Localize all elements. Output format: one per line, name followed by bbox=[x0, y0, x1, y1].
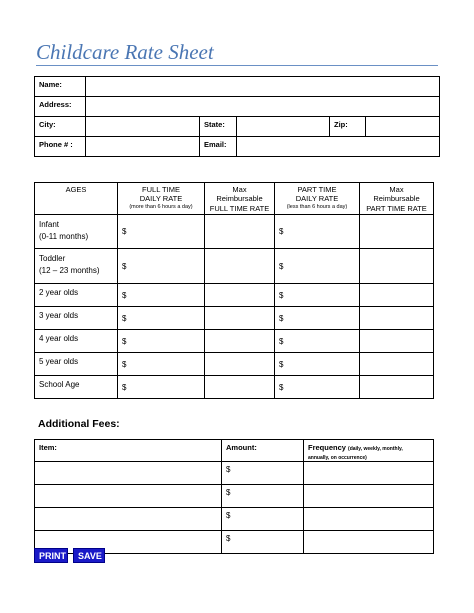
fee-item-field[interactable] bbox=[35, 462, 222, 485]
fee-amount-field[interactable] bbox=[222, 508, 304, 531]
max-full-time-rate-field[interactable] bbox=[205, 353, 275, 376]
part-time-rate-field[interactable] bbox=[275, 215, 360, 249]
title-divider bbox=[36, 65, 438, 66]
currency-symbol: $ bbox=[279, 290, 284, 300]
save-button[interactable]: SAVE bbox=[73, 548, 105, 563]
max-full-time-header bbox=[205, 183, 275, 215]
currency-symbol: $ bbox=[122, 227, 127, 236]
currency-symbol: $ bbox=[279, 382, 284, 392]
rate-row bbox=[35, 307, 434, 330]
full-time-header-line2: DAILY RATE bbox=[139, 194, 183, 204]
currency-symbol: $ bbox=[279, 313, 284, 323]
max-full-time-rate-field[interactable] bbox=[205, 330, 275, 353]
fee-row bbox=[35, 508, 434, 531]
currency-symbol: $ bbox=[226, 488, 231, 497]
max-full-time-header-line2: Reimbursable bbox=[216, 194, 263, 204]
full-time-rate-field[interactable] bbox=[118, 215, 205, 249]
frequency-note-line2: annually, on occurrence) bbox=[308, 455, 367, 461]
age-label: School Age bbox=[39, 380, 80, 389]
part-time-header-line2: DAILY RATE bbox=[295, 194, 339, 204]
phone-label: Phone # : bbox=[35, 137, 86, 157]
max-part-time-rate-field[interactable] bbox=[360, 307, 434, 330]
max-part-time-rate-field[interactable] bbox=[360, 353, 434, 376]
fee-frequency-field[interactable] bbox=[304, 531, 434, 554]
fee-amount-field[interactable] bbox=[222, 485, 304, 508]
fee-item-field[interactable] bbox=[35, 485, 222, 508]
city-label: City: bbox=[35, 117, 86, 137]
max-part-time-header-line3: PART TIME RATE bbox=[366, 203, 427, 213]
currency-symbol: $ bbox=[122, 359, 127, 369]
age-label: 4 year olds bbox=[39, 334, 79, 343]
fee-item-field[interactable] bbox=[35, 508, 222, 531]
full-time-rate-field[interactable] bbox=[118, 353, 205, 376]
age-sublabel: (0-11 months) bbox=[39, 231, 89, 241]
max-part-time-rate-field[interactable] bbox=[360, 330, 434, 353]
rates-table bbox=[34, 182, 434, 399]
full-time-rate-field[interactable] bbox=[118, 307, 205, 330]
max-full-time-rate-field[interactable] bbox=[205, 307, 275, 330]
currency-symbol: $ bbox=[122, 261, 127, 271]
part-time-rate-field[interactable] bbox=[275, 249, 360, 284]
currency-symbol: $ bbox=[122, 382, 127, 392]
currency-symbol: $ bbox=[279, 227, 284, 236]
full-time-rate-field[interactable] bbox=[118, 376, 205, 399]
max-part-time-rate-field[interactable] bbox=[360, 376, 434, 399]
ages-header-label: AGES bbox=[65, 185, 87, 194]
full-time-header bbox=[118, 183, 205, 215]
currency-symbol: $ bbox=[122, 336, 127, 346]
name-field[interactable] bbox=[86, 77, 440, 97]
max-full-time-header-line3: FULL TIME RATE bbox=[209, 203, 270, 213]
age-label: Toddler bbox=[39, 254, 66, 263]
part-time-rate-field[interactable] bbox=[275, 376, 360, 399]
name-row bbox=[35, 77, 440, 97]
max-part-time-header-line1: Max bbox=[389, 185, 404, 194]
age-cell bbox=[35, 215, 118, 249]
fee-frequency-field[interactable] bbox=[304, 508, 434, 531]
age-label: Infant bbox=[39, 220, 60, 229]
max-part-time-header bbox=[360, 183, 434, 215]
part-time-header bbox=[275, 183, 360, 215]
name-label: Name: bbox=[35, 77, 86, 97]
max-full-time-rate-field[interactable] bbox=[205, 249, 275, 284]
print-button[interactable]: PRINT bbox=[34, 548, 68, 563]
age-label: 2 year olds bbox=[39, 288, 79, 297]
rates-header-row bbox=[35, 183, 434, 215]
item-header bbox=[35, 440, 222, 462]
state-field[interactable] bbox=[237, 117, 330, 137]
age-cell bbox=[35, 353, 118, 376]
city-field[interactable] bbox=[86, 117, 200, 137]
part-time-header-note: (less than 6 hours a day) bbox=[286, 203, 348, 210]
phone-row bbox=[35, 137, 440, 157]
address-field[interactable] bbox=[86, 97, 440, 117]
age-cell bbox=[35, 249, 118, 284]
frequency-header-label: Frequency bbox=[308, 443, 346, 452]
address-row bbox=[35, 97, 440, 117]
age-cell bbox=[35, 284, 118, 307]
max-full-time-rate-field[interactable] bbox=[205, 215, 275, 249]
currency-symbol: $ bbox=[226, 465, 231, 474]
city-row bbox=[35, 117, 440, 137]
age-label: 3 year olds bbox=[39, 311, 79, 320]
frequency-note-line1: (daily, weekly, monthly, bbox=[348, 446, 403, 452]
address-label: Address: bbox=[35, 97, 86, 117]
age-label: 5 year olds bbox=[39, 357, 79, 366]
part-time-header-line1: PART TIME bbox=[297, 185, 337, 194]
zip-label: Zip: bbox=[330, 117, 366, 137]
amount-header-label: Amount: bbox=[226, 443, 257, 452]
part-time-rate-field[interactable] bbox=[275, 330, 360, 353]
full-time-rate-field[interactable] bbox=[118, 284, 205, 307]
fee-frequency-field[interactable] bbox=[304, 462, 434, 485]
max-part-time-rate-field[interactable] bbox=[360, 215, 434, 249]
fee-frequency-field[interactable] bbox=[304, 485, 434, 508]
currency-symbol: $ bbox=[279, 359, 284, 369]
part-time-rate-field[interactable] bbox=[275, 284, 360, 307]
full-time-rate-field[interactable] bbox=[118, 330, 205, 353]
amount-header bbox=[222, 440, 304, 462]
currency-symbol: $ bbox=[122, 290, 127, 300]
page-title: Childcare Rate Sheet bbox=[36, 40, 214, 64]
currency-symbol: $ bbox=[279, 336, 284, 346]
additional-fees-table bbox=[34, 439, 434, 554]
currency-symbol: $ bbox=[279, 261, 284, 271]
rate-row bbox=[35, 330, 434, 353]
additional-fees-heading: Additional Fees: bbox=[38, 418, 120, 430]
currency-symbol: $ bbox=[226, 534, 231, 543]
max-full-time-header-line1: Max bbox=[232, 185, 247, 194]
age-cell bbox=[35, 330, 118, 353]
email-field[interactable] bbox=[237, 137, 440, 157]
frequency-header bbox=[304, 440, 434, 462]
fee-amount-field[interactable] bbox=[222, 462, 304, 485]
age-cell bbox=[35, 376, 118, 399]
max-part-time-rate-field[interactable] bbox=[360, 284, 434, 307]
age-sublabel: (12 – 23 months) bbox=[39, 265, 100, 275]
zip-field[interactable] bbox=[366, 117, 440, 137]
rate-row bbox=[35, 284, 434, 307]
state-label: State: bbox=[200, 117, 237, 137]
email-label: Email: bbox=[200, 137, 237, 157]
max-full-time-rate-field[interactable] bbox=[205, 284, 275, 307]
rate-row bbox=[35, 215, 434, 249]
max-part-time-header-line2: Reimbursable bbox=[373, 194, 420, 204]
rate-row bbox=[35, 376, 434, 399]
ages-header bbox=[35, 183, 118, 215]
item-header-label: Item: bbox=[39, 443, 57, 452]
part-time-rate-field[interactable] bbox=[275, 353, 360, 376]
full-time-header-line1: FULL TIME bbox=[142, 185, 180, 194]
full-time-header-note: (more than 6 hours a day) bbox=[129, 203, 193, 210]
rate-row bbox=[35, 353, 434, 376]
fee-row bbox=[35, 462, 434, 485]
max-part-time-rate-field[interactable] bbox=[360, 249, 434, 284]
currency-symbol: $ bbox=[122, 313, 127, 323]
max-full-time-rate-field[interactable] bbox=[205, 376, 275, 399]
phone-field[interactable] bbox=[86, 137, 200, 157]
fee-row bbox=[35, 485, 434, 508]
full-time-rate-field[interactable] bbox=[118, 249, 205, 284]
rate-row bbox=[35, 249, 434, 284]
part-time-rate-field[interactable] bbox=[275, 307, 360, 330]
fee-amount-field[interactable] bbox=[222, 531, 304, 554]
age-cell bbox=[35, 307, 118, 330]
currency-symbol: $ bbox=[226, 511, 231, 520]
contact-info-table bbox=[34, 76, 440, 157]
fees-header-row bbox=[35, 440, 434, 462]
